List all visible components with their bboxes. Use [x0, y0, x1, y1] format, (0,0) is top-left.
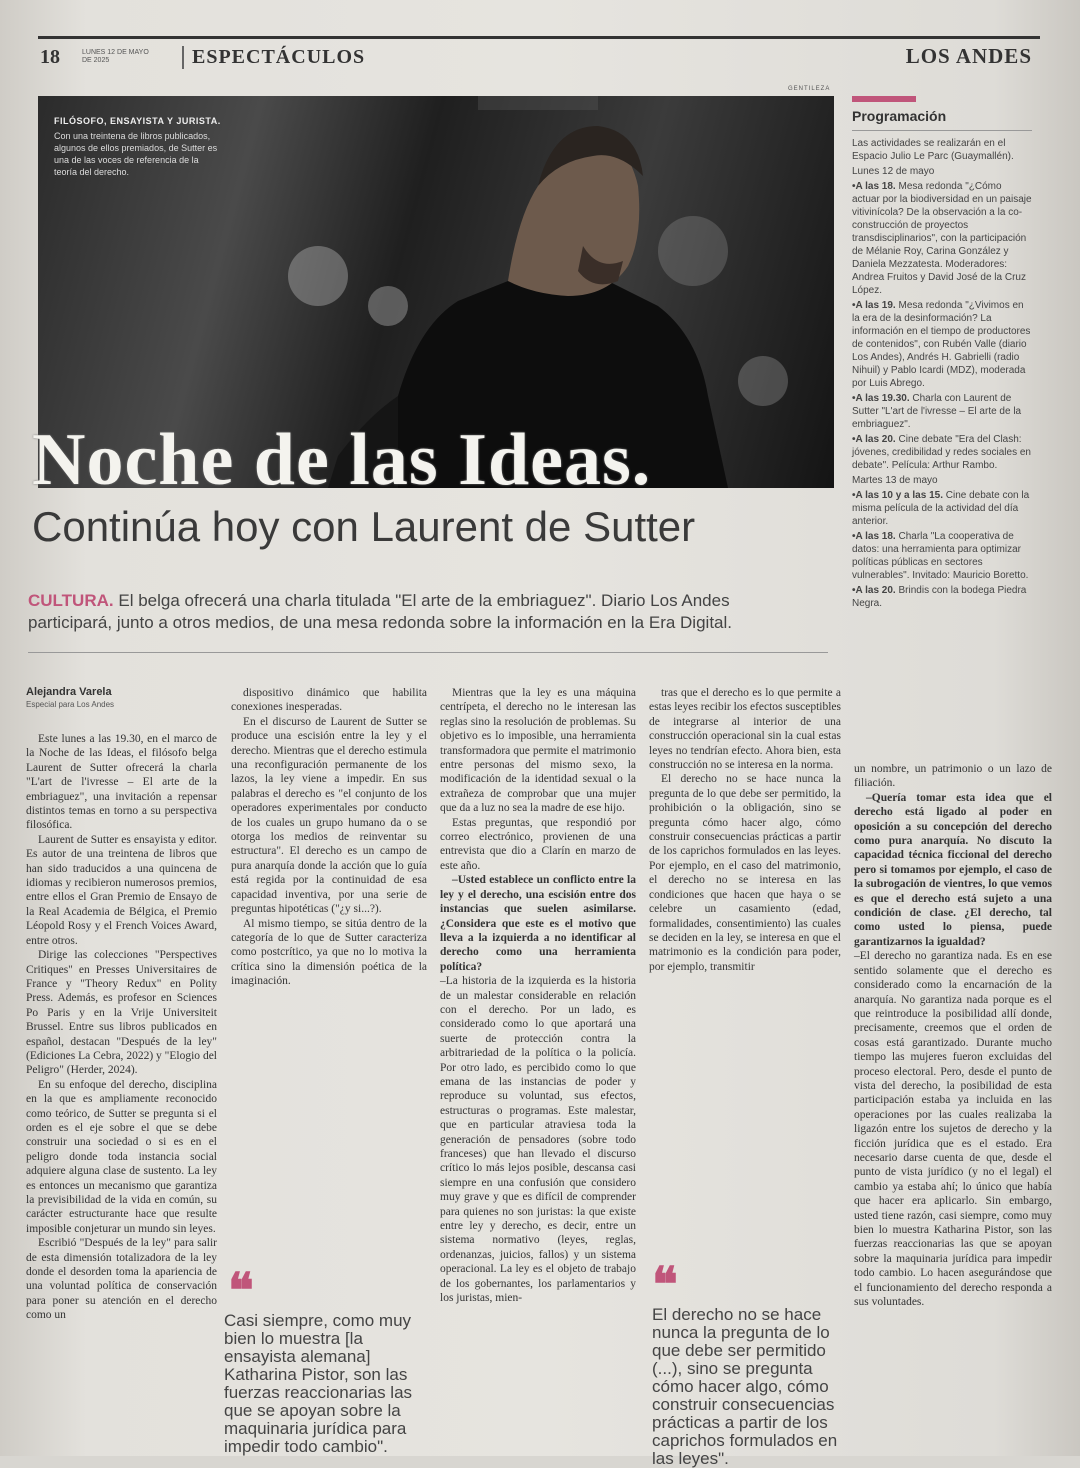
author-role: Especial para Los Andes	[26, 700, 115, 709]
article-column-5	[854, 762, 1052, 1456]
article-column-3	[440, 686, 636, 1456]
article-paragraph: Laurent de Sutter es ensayista y editor. Es autor de una treintena de libros que han sido traducidos a una quincena de idiomas y recibieron numerosos premios, entre ellos el Gran Premio de Ensayo de la Real Academia de Bélgica, el Premio Léopold Rosy y el French Voices Award, entre otros.	[26, 833, 217, 947]
newspaper-brand: LOS ANDES	[905, 44, 1032, 68]
byline	[26, 686, 114, 709]
program-sidebar	[852, 96, 1032, 612]
sidebar-day-1: Lunes 12 de mayo	[852, 166, 935, 177]
article-paragraph: Dirige las colecciones "Perspectives Critiques" en Presses Universitaires de France y "Theory Redux" en Polity Press. Además, es profesor en Sciences Po Paris y en la Vrije Universiteit Brussel. Entre sus libros publicados en español, destacan "Después de la ley" (Ediciones La Cebra, 2022) y "Elogio del Peligro" (Herder, 2024).	[26, 949, 217, 1077]
subheadline: Continúa hoy con Laurent de Sutter	[32, 503, 696, 550]
section-name: ESPECTÁCULOS	[182, 46, 365, 69]
article-paragraph: tras que el derecho es lo que permite a estas leyes recibir los efectos susceptibles de integrarse al interior de una construcción operacional sin la cual estas leyes no tendrían efecto. Ahora bien, esta construcción no se interesa en la norma.	[649, 687, 841, 772]
article-paragraph: Este lunes a las 19.30, en el marco de la Noche de las Ideas, el filósofo belga Laurent de Sutter ofrecerá la charla "L'art de l'ivresse – El arte de la embriaguez", una invitación a repensar distintos temas en torno a su perspectiva filosófica.	[26, 733, 217, 832]
column-3-paragraphs	[440, 686, 636, 873]
deck-text: El belga ofrecerá una charla titulada "El arte de la embriaguez". Diario Los Andes participará, junto a otros medios, de una mesa redonda sobre la información en la Era Digital.	[28, 591, 732, 632]
schedule-time: •A las 10 y a las 15.	[852, 490, 946, 501]
schedule-item	[852, 392, 1032, 431]
page-number: 18	[40, 46, 60, 68]
schedule-time: •A las 20.	[852, 585, 899, 596]
interview-question-2: –Quería tomar esta idea que el derecho está ligado al poder en oposición a su concepción del derecho como pura anarquía. No discuto la capacidad técnica ficcional del derecho pero si tomamos por ejemplo, el caso de la subrogación de vientres, lo que vemos es que el derecho está sujeto a una condición de clase. ¿El derecho, tal como usted lo piensa, puede garantizarnos la igualdad?	[854, 791, 1052, 948]
photo-credit: GENTILEZA	[788, 86, 831, 92]
issue-date: LUNES 12 DE MAYO DE 2025	[82, 49, 149, 64]
article-paragraph: Al mismo tiempo, se sitúa dentro de la categoría de lo que de Sutter caracteriza como postcrítico, ya que no lo motiva la crítica sino la dimensión poética de la imaginación.	[231, 917, 427, 988]
article-paragraph: Escribió "Después de la ley" para salir de esta dimensión totalizadora de la ley donde el desorden toma la apariencia de una voluntad política de conservación para poner su atención en el derecho como un	[26, 1237, 217, 1322]
schedule-description: Cine debate "Era del Clash: jóvenes, credibilidad y redes sociales en debate". Película: Arthur Rambo.	[852, 434, 1031, 471]
author-name: Alejandra Varela	[26, 686, 112, 698]
quote-mark-icon: ❝	[228, 1265, 254, 1318]
deck	[28, 590, 768, 634]
interview-answer-1: –La historia de la izquierda es la historia de un malestar considerable en relación con el derecho. Por un lado, es considerado como lo que aportará una suerte de protección contra la arbitrariedad de la política o la policía. Por otro lado, es percibido como lo que emana de las instancias de poder y reproduce su voluntad, sus efectos, estructuras o programas. Este malestar, que en particular atraviesa toda la generación de pensadores (sobre todo franceses) que han llevado el discurso crítico lo más lejos posible, descansa casi siempre en una confusión que considero muy grave y que es difícil de comprender para quienes no son juristas: la que existe entre ley y derecho, es decir, entre un sistema normativo (leyes, reglas, ordenanzas, juicios, fallos) y un sistema operacional. La ley es el objeto de trabajo de los gobernantes, los parlamentarios y los juristas, mien-	[440, 975, 636, 1305]
article-paragraph: En el discurso de Laurent de Sutter se produce una escisión entre la ley y el derecho. Mientras que el derecho estimula una reconfiguración permanente de los lazos, la ley viene a impedir. En sus palabras el derecho es "el conjunto de los operadores experimentales por conducto de los cuales un grupo humano da o se otorga los medios de reinventar su estructura". El derecho es un campo de pura anarquía donde la acción que lo guía está regida por la continuidad de esa capacidad inventiva, por una serie de preguntas hipotéticas ("¿y si...?).	[231, 715, 427, 916]
sidebar-day-1-list	[852, 180, 1032, 472]
quote-mark-icon: ❝	[652, 1259, 678, 1312]
article-column-1	[26, 732, 217, 1323]
article-paragraph: dispositivo dinámico que habilita conexiones inesperadas.	[231, 687, 427, 714]
sidebar-title: Programación	[852, 108, 947, 124]
schedule-item	[852, 180, 1032, 297]
schedule-description: Mesa redonda "¿Vivimos en la era de la desinformación? La información en el tiempo de productores de contenidos", con Rubén Valle (diario Los Andes), Andrés H. Gabrielli (radio Nihuil) y Pablo Icardi (MDZ), moderada por Luis Abrego.	[852, 300, 1031, 389]
sidebar-intro: Las actividades se realizarán en el Espacio Julio Le Parc (Guaymallén).	[852, 138, 1014, 162]
schedule-description: Charla "La cooperativa de datos: una herramienta para optimizar políticas públicas en sectores vulnerables". Invitado: Mauricio Boretto.	[852, 531, 1029, 581]
schedule-time: •A las 20.	[852, 434, 899, 445]
schedule-description: Cine debate con la misma película de la actividad del día anterior.	[852, 490, 1030, 527]
schedule-time: •A las 18.	[852, 531, 899, 542]
schedule-time: •A las 18.	[852, 181, 899, 192]
deck-tag: CULTURA.	[28, 591, 114, 610]
sidebar-accent-bar	[852, 96, 916, 102]
sidebar-day-2: Martes 13 de mayo	[852, 475, 938, 486]
top-rule	[38, 36, 1040, 39]
article-paragraph: Mientras que la ley es una máquina centrípeta, el derecho no le interesan las reglas sino la resolución de problemas. Su objetivo es lo imposible, una herramienta transformadora que permite el matrimonio entre personas del mismo sexo, la modificación de la identidad sexual o la extrañeza de comprobar que una mujer que da a luz no sea la madre de ese hijo.	[440, 687, 636, 815]
schedule-item	[852, 584, 1032, 610]
pull-quote-2: El derecho no se hace nunca la pregunta de lo que debe ser permitido (...), sino se pregunta cómo hacer algo, cómo construir consecuencias prácticas a partir de los caprichos formulados en las leyes".	[652, 1305, 838, 1468]
schedule-item	[852, 433, 1032, 472]
sidebar-day-2-list	[852, 489, 1032, 610]
sidebar-divider	[852, 130, 1032, 131]
deck-divider	[28, 652, 828, 653]
article-paragraph: El derecho no se hace nunca la pregunta de lo que debe ser permitido, la prohibición o la obligación, sino se pregunta cómo hacer algo, cómo construir consecuencias prácticas a partir de los caprichos formulados en las leyes. Por ejemplo, en el caso del matrimonio, el derecho no se interesa en las condiciones que hacen que haya o se celebre un casamiento (edad, formalidades, consentimiento) las cuales se deciden en la ley, se interesa en que el matrimonio es la condición para poder, por ejemplo, transmitir	[649, 773, 841, 973]
photo-caption: Con una treintena de libros publicados, algunos de ellos premiados, de Sutter es una de las voces de referencia de la teoría del derecho.	[54, 131, 218, 177]
interview-question-1: –Usted establece un conflicto entre la ley y el derecho, una escisión entre dos instancias que suelen asimilarse. ¿Considera que este es el motivo que lleva a la izquierda a no identificar al derecho como una herramienta política?	[440, 874, 636, 973]
schedule-description: Brindis con la bodega Piedra Negra.	[852, 585, 1027, 609]
schedule-item	[852, 299, 1032, 390]
article-paragraph: En su enfoque del derecho, disciplina en la que es ampliamente reconocido como teórico, de Sutter se pregunta si el orden es el eje sobre el que se debe construir una sociedad o si es en el peligro donde toda instancia social adquiere alguna clase de sustento. La ley es entonces un mecanismo que garantiza la previsibilidad de la vida en común, su carácter estructurante hace que resulte imposible conjeturar un mundo sin leyes.	[26, 1078, 217, 1235]
schedule-item	[852, 530, 1032, 582]
photo-caption-heading: FILÓSOFO, ENSAYISTA Y JURISTA.	[54, 116, 221, 126]
article-column-4	[649, 686, 841, 974]
headline: Noche de las Ideas.	[32, 419, 652, 501]
interview-answer-2: –El derecho no garantiza nada. Es en ese sentido solamente que el derecho es considerado como la encarnación de la anarquía. No garantiza nada porque es el que reintroduce la posibilidad allí donde, precisamente, creemos que el orden de cosas está garantizado. Durante mucho tiempo las mujeres fueron excluidas del proceso electoral. Pero, desde el punto de vista del derecho, la posibilidad de esta participación estaba ya incluida en las operaciones por las cuales realizaba la ligazón entre los sujetos de derecho y la ficción jurídica que es el estado. Era necesario darse cuenta de que, desde el punto de vista jurídico (y no el legal) el cambio ya estaba ahí; lo único que había que hacer era aplicarlo. Sin embargo, usted tiene razón, casi siempre, como muy bien lo muestra Katharina Pistor, son las fuerzas reaccionarias las que se apoyan sobre la maquinaria jurídica para impedir todo cambio. Lo hacen asegurándose que el funcionamiento del derecho responda a sus voluntades.	[854, 950, 1052, 1309]
article-paragraph: Estas preguntas, que respondió por correo electrónico, provienen de una entrevista que dio a Clarín en marzo de este año.	[440, 816, 636, 872]
schedule-description: Mesa redonda "¿Cómo actuar por la biodiversidad en un paisaje vitivinícola? De la observación a la co-construcción de proyectos transdisciplinarios", con la participación de Mélanie Roy, Carina González y Daniela Mezzatesta. Moderadores: Andrea Fruitos y David José de la Cruz López.	[852, 181, 1032, 296]
article-column-2	[231, 686, 427, 989]
schedule-description: Charla con Laurent de Sutter "L'art de l'ivresse – El arte de la embriaguez".	[852, 393, 1022, 430]
column-5-lead: un nombre, un patrimonio o un lazo de filiación.	[854, 763, 1052, 790]
schedule-time: •A las 19.	[852, 300, 899, 311]
schedule-item	[852, 489, 1032, 528]
pull-quote-1: Casi siempre, como muy bien lo muestra [la ensayista alemana] Katharina Pistor, son las fuerzas reaccionarias las que se apoyan sobre la maquinaria jurídica para impedir todo cambio".	[224, 1311, 413, 1456]
schedule-time: •A las 19.30.	[852, 393, 913, 404]
